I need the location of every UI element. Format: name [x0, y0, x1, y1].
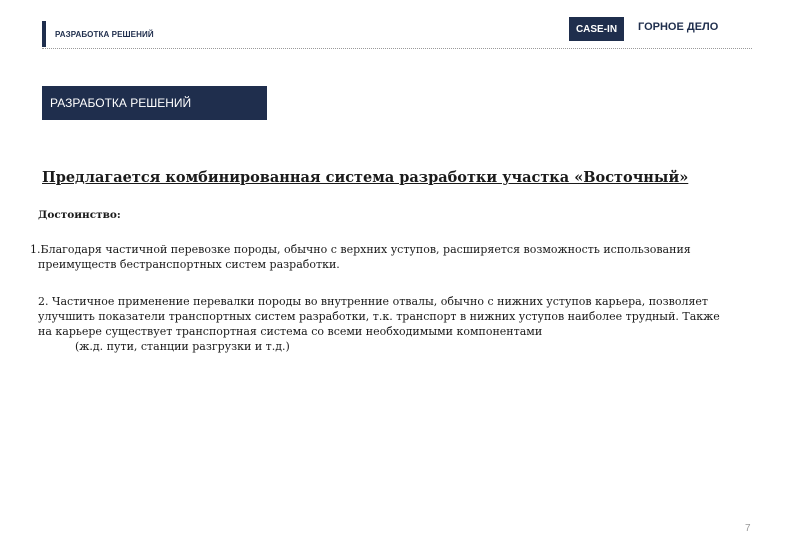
- header-section-label: РАЗРАБОТКА РЕШЕНИЙ: [55, 30, 154, 39]
- point-2-line-3: на карьере существует транспортная система со всеми необходимыми компонентами: [38, 325, 543, 338]
- section-title-box: РАЗРАБОТКА РЕШЕНИЙ: [42, 86, 267, 120]
- merit-heading: Достоинство:: [38, 209, 121, 221]
- point-2-line-1: 2. Частичное применение перевалки породы во внутренние отвалы, обычно с нижних уступов карьера, позволяет: [38, 295, 708, 308]
- header-topic: ГОРНОЕ ДЕЛО: [638, 21, 719, 33]
- page-number: 7: [745, 523, 751, 534]
- header-divider: [42, 48, 752, 49]
- point-2-line-4: (ж.д. пути, станции разгрузки и т.д.): [75, 340, 290, 353]
- point-2-line-2: улучшить показатели транспортных систем разработки, т.к. транспорт в нижних уступов наиболее трудный. Также: [38, 310, 720, 323]
- point-1-line-2: преимуществ бестранспортных систем разработки.: [38, 258, 340, 271]
- header-accent-bar: [42, 21, 46, 47]
- point-1: [30, 242, 750, 272]
- slide-title: Предлагается комбинированная система разработки участка «Восточный»: [42, 169, 689, 186]
- point-1-line-1: 1.Благодаря частичной перевозке породы, обычно с верхних уступов, расширяется возможность использования: [30, 243, 691, 256]
- brand-badge: CASE-IN: [569, 17, 624, 41]
- point-2: [38, 294, 758, 354]
